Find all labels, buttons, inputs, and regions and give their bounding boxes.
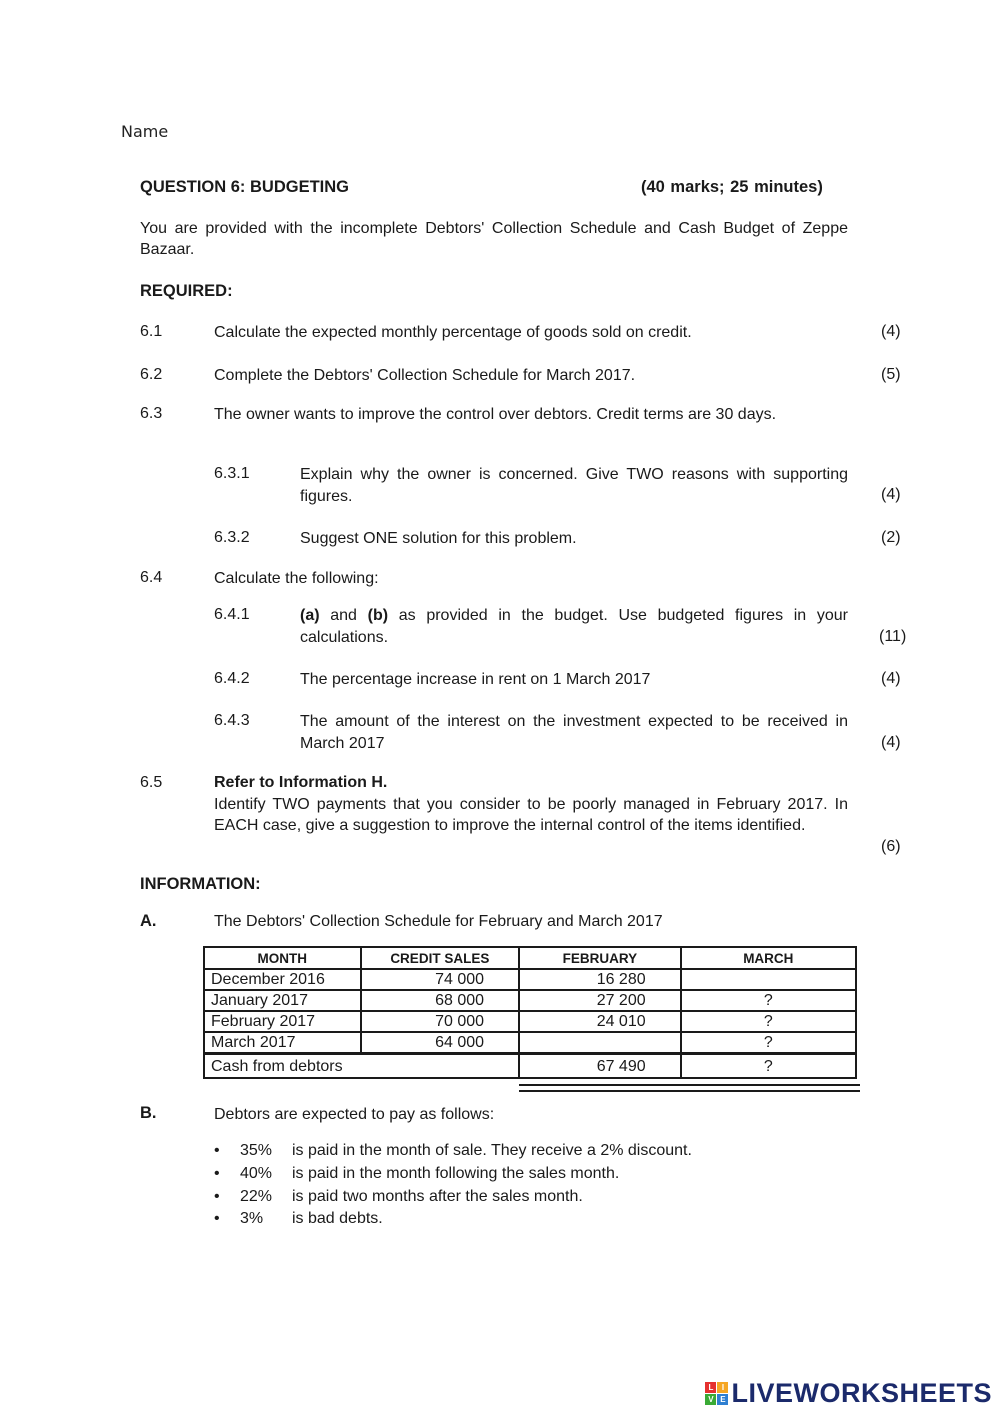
column-header: MARCH: [681, 947, 856, 969]
month-cell: January 2017: [204, 990, 361, 1011]
bullet-icon: •: [214, 1165, 220, 1182]
bullet-percent: 3%: [240, 1210, 264, 1227]
list-item: [0, 1208, 1000, 1230]
label-b: (b): [367, 607, 389, 624]
table-row: [204, 1011, 856, 1032]
logo-mark-icon: [705, 1382, 728, 1405]
credit-sales-cell: 68 000: [361, 990, 519, 1011]
item-number: 6.3: [140, 405, 163, 422]
credit-sales-cell: 74 000: [361, 969, 519, 990]
month-cell: February 2017: [204, 1011, 361, 1032]
info-b-label: B.: [140, 1104, 157, 1122]
march-cell: ?: [681, 990, 856, 1011]
debtors-collection-table: [203, 946, 857, 1079]
item-marks: (5): [881, 366, 901, 383]
double-underline: [519, 1084, 860, 1092]
item-marks: (2): [881, 529, 901, 546]
information-heading: INFORMATION:: [140, 875, 261, 893]
bullet-text: is paid in the month of sale. They receive a 2% discount.: [292, 1142, 692, 1159]
total-label-cell: Cash from debtors: [204, 1054, 519, 1079]
item-text: Calculate the following:: [214, 570, 379, 587]
item-marks: (4): [881, 323, 901, 340]
bullet-icon: •: [214, 1210, 220, 1227]
item-marks: (11): [879, 628, 907, 645]
info-b-text: Debtors are expected to pay as follows:: [214, 1106, 495, 1123]
item-text: The owner wants to improve the control over debtors. Credit terms are 30 days.: [214, 406, 777, 423]
item-text-rest: as provided in the budget. Use budgeted figures in your calculations.: [300, 607, 848, 646]
item-number: 6.4.3: [214, 712, 250, 729]
logo-text: LIVEWORKSHEETS: [731, 1378, 992, 1408]
list-item: [0, 1163, 1000, 1185]
february-cell: [519, 1032, 681, 1054]
list-item: [0, 1140, 1000, 1162]
table-row: [204, 990, 856, 1011]
total-february-cell: 67 490: [519, 1054, 681, 1079]
logo-letter: E: [717, 1394, 728, 1405]
item-text: Explain why the owner is concerned. Give TWO reasons with supporting figures.: [300, 466, 848, 505]
name-label: Name: [121, 122, 169, 141]
bullet-icon: •: [214, 1142, 220, 1159]
table-total-row: [204, 1054, 856, 1079]
item-number: 6.3.1: [214, 465, 250, 482]
table-row: [204, 969, 856, 990]
month-cell: March 2017: [204, 1032, 361, 1054]
item-marks: (4): [881, 486, 901, 503]
item-number: 6.4: [140, 569, 163, 586]
bullet-text: is paid in the month following the sales month.: [292, 1165, 620, 1182]
bullet-text: is bad debts.: [292, 1210, 383, 1227]
total-march-cell: ?: [681, 1054, 856, 1079]
item-number: 6.4.2: [214, 670, 250, 687]
logo-letter: V: [705, 1394, 716, 1405]
item-heading: Refer to Information H.: [214, 774, 388, 791]
question-intro: You are provided with the incomplete Debtors' Collection Schedule and Cash Budget of Zeppe Bazaar.: [140, 220, 848, 258]
column-header: CREDIT SALES: [361, 947, 519, 969]
column-header: FEBRUARY: [519, 947, 681, 969]
credit-sales-cell: 70 000: [361, 1011, 519, 1032]
month-cell: December 2016: [204, 969, 361, 990]
item-text: The amount of the interest on the investment expected to be received in March 2017: [300, 713, 848, 752]
february-cell: 27 200: [519, 990, 681, 1011]
question-marks: (40 marks; 25 minutes): [641, 178, 823, 196]
liveworksheets-logo[interactable]: [705, 1378, 992, 1409]
item-number: 6.1: [140, 323, 163, 340]
and-text: and: [319, 607, 368, 624]
item-text: Calculate the expected monthly percentage of goods sold on credit.: [214, 324, 692, 341]
required-heading: REQUIRED:: [140, 282, 233, 300]
march-cell: ?: [681, 1032, 856, 1054]
item-number: 6.3.2: [214, 529, 250, 546]
item-text: [300, 605, 848, 648]
logo-letter: I: [717, 1382, 728, 1393]
february-cell: 16 280: [519, 969, 681, 990]
item-number: 6.5: [140, 774, 163, 791]
info-a-label: A.: [140, 912, 157, 930]
item-number: 6.2: [140, 366, 163, 383]
table-header-row: [204, 947, 856, 969]
table-row: [204, 1032, 856, 1054]
info-a-text: The Debtors' Collection Schedule for February and March 2017: [214, 913, 663, 930]
item-text: Suggest ONE solution for this problem.: [300, 530, 577, 547]
march-cell: [681, 969, 856, 990]
item-marks: (4): [881, 734, 901, 751]
item-marks: (6): [881, 838, 901, 855]
logo-letter: L: [705, 1382, 716, 1393]
credit-sales-cell: 64 000: [361, 1032, 519, 1054]
column-header: MONTH: [204, 947, 361, 969]
question-title: QUESTION 6: BUDGETING: [140, 178, 350, 196]
item-text: The percentage increase in rent on 1 March 2017: [300, 671, 651, 688]
bullet-percent: 22%: [240, 1188, 273, 1205]
item-marks: (4): [881, 670, 901, 687]
february-cell: 24 010: [519, 1011, 681, 1032]
bullet-percent: 40%: [240, 1165, 273, 1182]
item-text: Identify TWO payments that you consider to be poorly managed in February 2017. In EACH case, give a suggestion to improve the internal control of the items identified.: [214, 796, 848, 834]
march-cell: ?: [681, 1011, 856, 1032]
label-a: (a): [300, 607, 320, 624]
item-number: 6.4.1: [214, 606, 250, 623]
list-item: [0, 1186, 1000, 1208]
bullet-icon: •: [214, 1188, 220, 1205]
bullet-text: is paid two months after the sales month.: [292, 1188, 583, 1205]
item-text: Complete the Debtors' Collection Schedule for March 2017.: [214, 367, 636, 384]
bullet-percent: 35%: [240, 1142, 273, 1159]
